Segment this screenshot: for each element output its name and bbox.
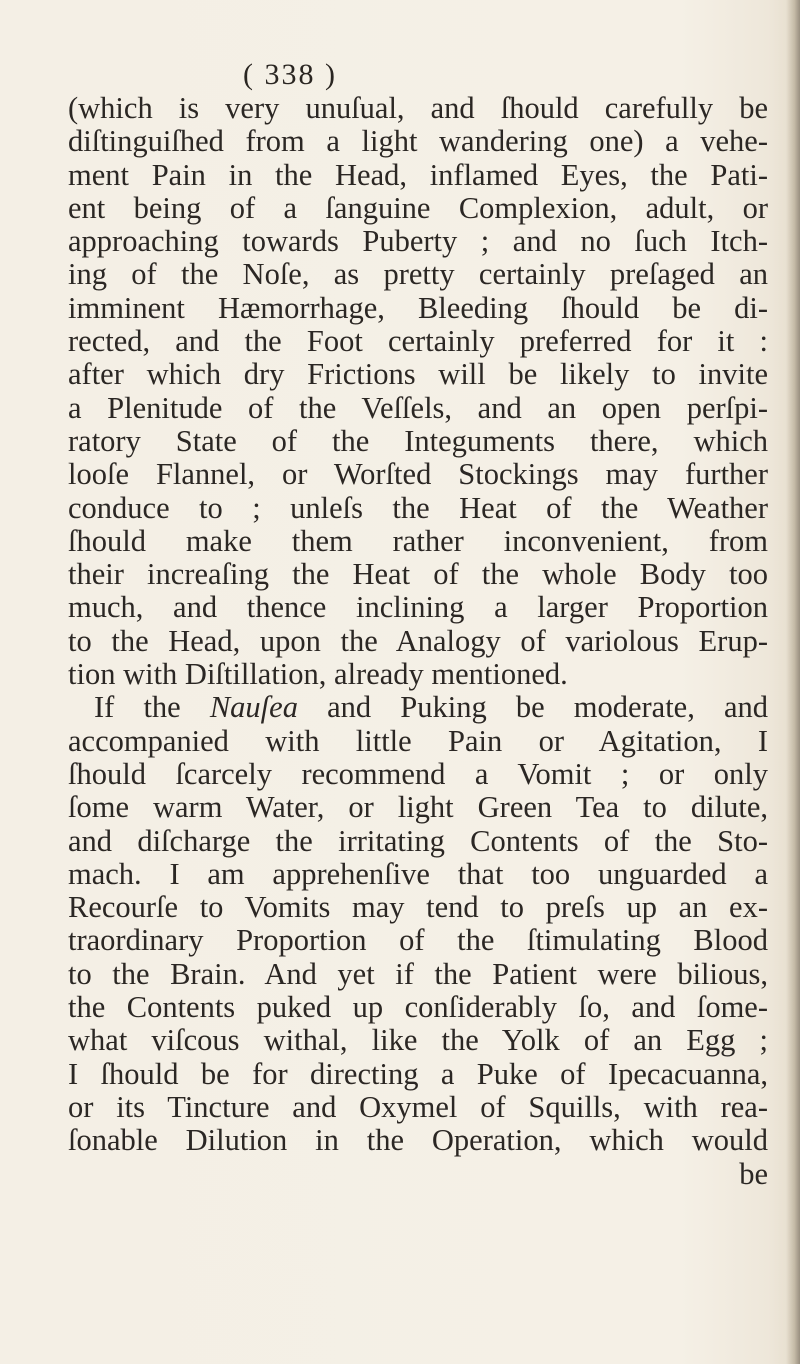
text-line: ſhould make them rather inconvenient, from bbox=[68, 523, 768, 558]
text-line: to the Head, upon the Analogy of variolous Erup- bbox=[68, 623, 768, 658]
text-line: a Plenitude of the Veſſels, and an open perſpi- bbox=[68, 390, 768, 425]
text-line: after which dry Frictions will be likely to invite bbox=[68, 357, 768, 392]
text-line: Recourſe to Vomits may tend to preſs up an ex- bbox=[68, 890, 768, 925]
text-line: ing of the Noſe, as pretty certainly preſaged an bbox=[68, 257, 768, 292]
text-line: accompanied with little Pain or Agitation, I bbox=[68, 723, 768, 758]
text-run: and Puking be moderate, and bbox=[297, 690, 769, 725]
text-line: (which is very unuſual, and ſhould carefully be bbox=[68, 91, 768, 125]
text-line: approaching towards Puberty ; and no ſuch Itch- bbox=[68, 224, 768, 259]
text-line: to the Brain. And yet if the Patient were bilious, bbox=[68, 956, 768, 991]
text-line: conduce to ; unleſs the Heat of the Weather bbox=[68, 490, 768, 525]
italic-word: Nauſea bbox=[209, 690, 298, 725]
text-line: their increaſing the Heat of the whole Body too bbox=[68, 557, 768, 592]
text-line: traordinary Proportion of the ſtimulating Blood bbox=[68, 923, 768, 958]
text-line: ent being of a ſanguine Complexion, adult, or bbox=[68, 190, 768, 225]
text-line: ment Pain in the Head, inflamed Eyes, the Pati- bbox=[68, 157, 768, 192]
text-line: tion with Diſtillation, already mentioned. bbox=[68, 657, 568, 692]
text-line: diſtinguiſhed from a light wandering one) a vehe- bbox=[68, 124, 768, 159]
page-edge-shadow bbox=[786, 0, 800, 1364]
text-line: and diſcharge the irritating Contents of the Sto- bbox=[68, 823, 768, 858]
text-line: rected, and the Foot certainly preferred for it : bbox=[68, 324, 768, 359]
text-line: ſonable Dilution in the Operation, which would bbox=[68, 1123, 768, 1158]
text-line: imminent Hæmorrhage, Bleeding ſhould be di- bbox=[68, 290, 768, 325]
text-line: mach. I am apprehenſive that too unguarded a bbox=[68, 856, 768, 891]
catchword: be bbox=[739, 1156, 768, 1191]
text-line: looſe Flannel, or Worſted Stockings may further bbox=[68, 457, 768, 492]
text-line: ratory State of the Integuments there, which bbox=[68, 423, 768, 458]
text-line: what viſcous withal, like the Yolk of an Egg ; bbox=[68, 1023, 768, 1058]
text-run: If the bbox=[94, 690, 210, 725]
body-text bbox=[68, 92, 768, 1191]
text-line: much, and thence inclining a larger Proportion bbox=[68, 590, 768, 625]
paragraph-2-first-line bbox=[68, 691, 768, 724]
text-line: I ſhould be for directing a Puke of Ipecacuanna, bbox=[68, 1056, 768, 1091]
page-number: ( 338 ) bbox=[243, 58, 337, 91]
text-line: ſhould ſcarcely recommend a Vomit ; or only bbox=[68, 756, 768, 791]
text-line: or its Tincture and Oxymel of Squills, with rea- bbox=[68, 1089, 768, 1124]
text-line: ſome warm Water, or light Green Tea to dilute, bbox=[68, 790, 768, 825]
text-line: the Contents puked up conſiderably ſo, and ſome- bbox=[68, 990, 768, 1025]
